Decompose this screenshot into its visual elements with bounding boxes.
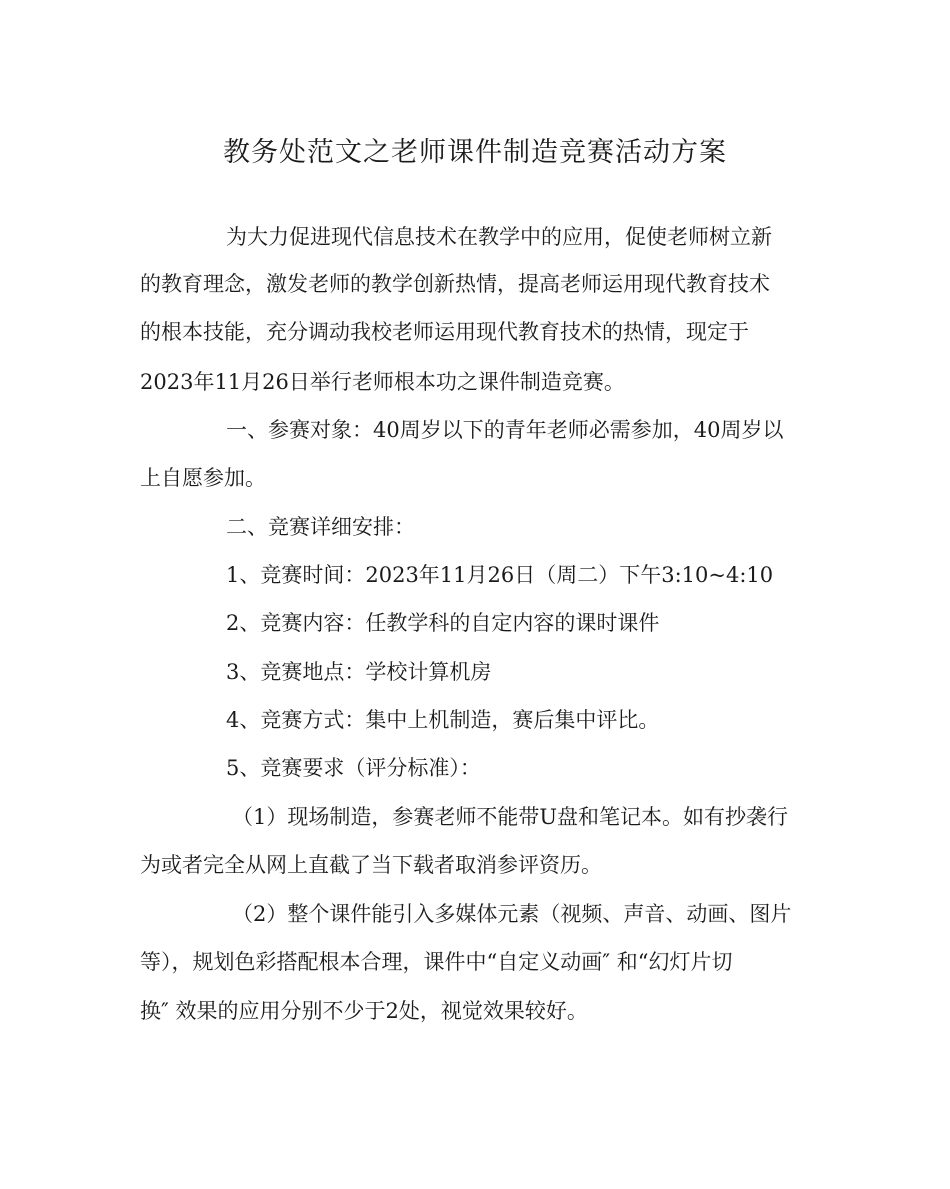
document-title: 教务处范文之老师课件制造竞赛活动方案 (223, 137, 727, 168)
section-heading: 二、竞赛详细安排： (226, 515, 415, 539)
paragraph-line: 一、参赛对象：40周岁以下的青年老师必需参加，40周岁以 (226, 418, 784, 442)
list-item: 3、竞赛地点：学校计算机房 (226, 660, 492, 684)
paragraph-line: 2023年11月26日举行老师根本功之课件制造竞赛。 (140, 370, 625, 394)
paragraph-line: 为大力促进现代信息技术在教学中的应用，促使老师树立新 (226, 225, 772, 249)
paragraph-line: 的教育理念，激发老师的教学创新热情，提高老师运用现代教育技术 (140, 272, 770, 296)
paragraph-line: （2）整个课件能引入多媒体元素（视频、声音、动画、图片 (232, 902, 792, 926)
paragraph-line: 换″ 效果的应用分别不少于2处，视觉效果较好。 (140, 999, 588, 1023)
paragraph-line: （1）现场制造，参赛老师不能带U盘和笔记本。如有抄袭行 (232, 805, 789, 829)
paragraph-line: 的根本技能，充分调动我校老师运用现代教育技术的热情，现定于 (140, 320, 749, 344)
list-item: 1、竞赛时间：2023年11月26日（周二）下午3:10~4:10 (226, 563, 774, 587)
paragraph-line: 等），规划色彩搭配根本合理，课件中“自定义动画″ 和“幻灯片切 (140, 950, 733, 974)
list-item: 5、竞赛要求（评分标准）： (226, 756, 481, 780)
paragraph-line: 为或者完全从网上直截了当下载者取消参评资历。 (140, 853, 602, 877)
list-item: 2、竞赛内容：任教学科的自定内容的课时课件 (226, 611, 660, 635)
list-item: 4、竞赛方式：集中上机制造，赛后集中评比。 (226, 708, 660, 732)
paragraph-line: 上自愿参加。 (140, 466, 266, 490)
